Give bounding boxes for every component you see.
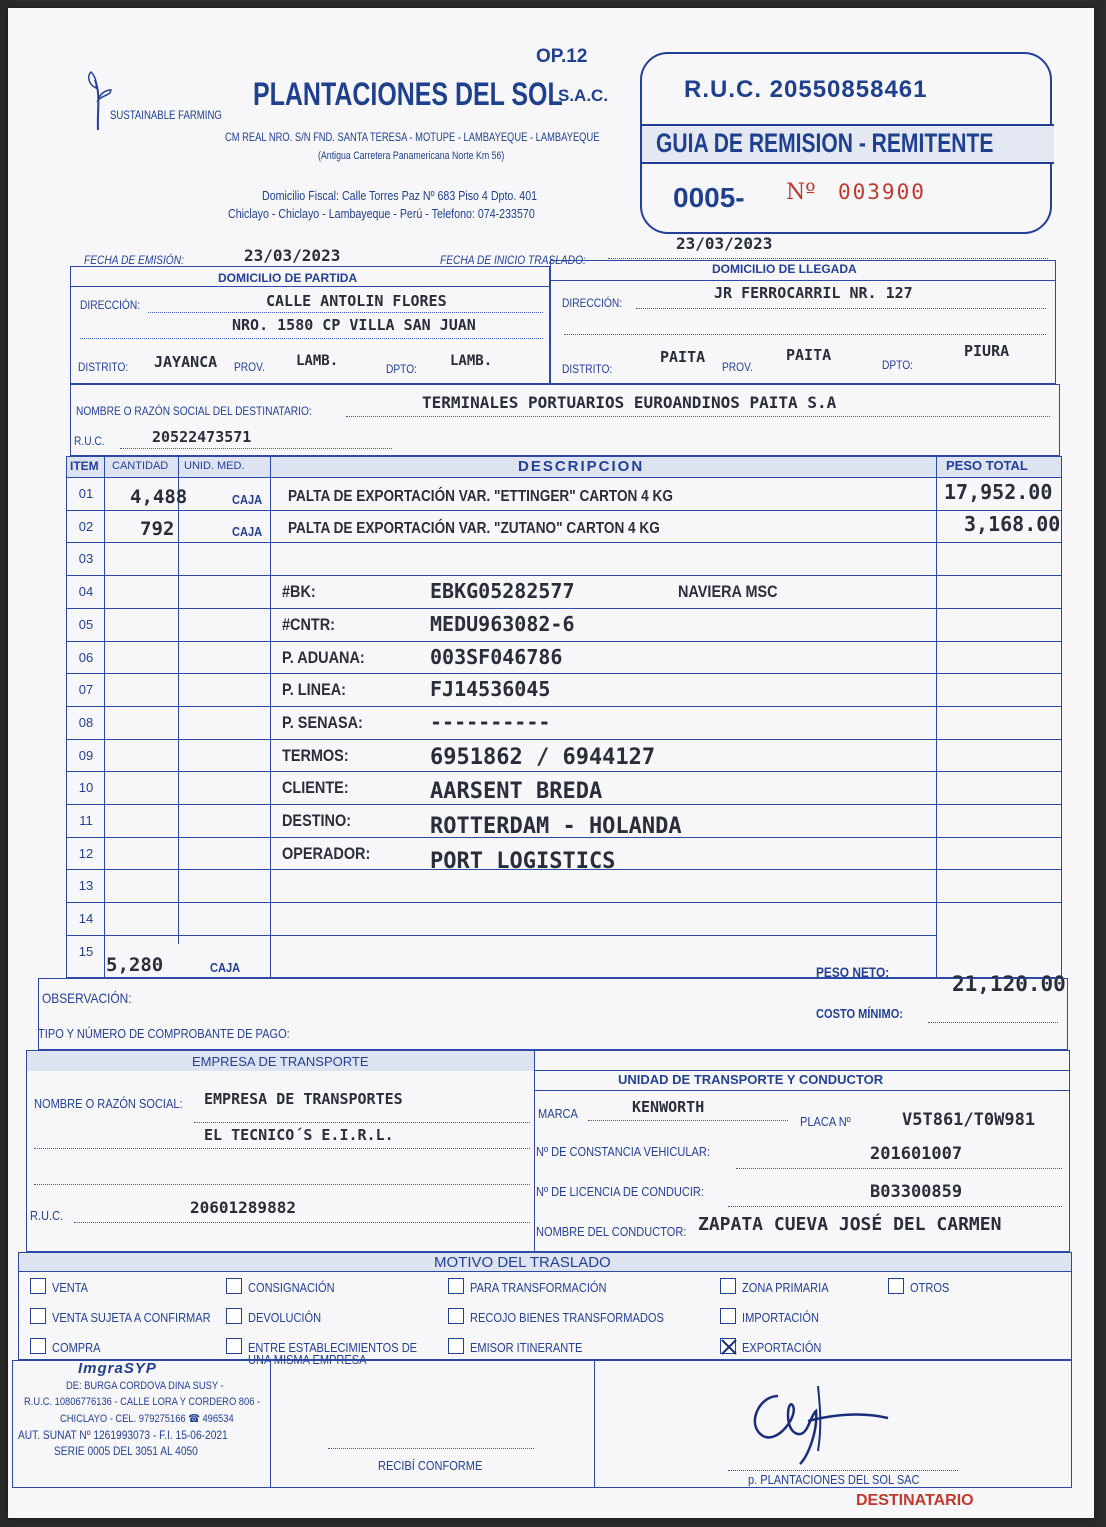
motivo-option-label: IMPORTACIÓN: [742, 1310, 819, 1325]
detail-value: ROTTERDAM - HOLANDA: [430, 814, 682, 839]
sprout-logo-icon: [83, 70, 113, 130]
company-title: PLANTACIONES DEL SOL: [253, 76, 563, 112]
total-cantidad: 5,280: [106, 954, 164, 976]
item-1-cantidad: 4,488: [130, 486, 188, 508]
printer-line-2: R.U.C. 10806776136 - CALLE LORA Y CORDERO 806 -: [24, 1396, 261, 1408]
llegada-direccion-label: DIRECCIÓN:: [562, 296, 623, 310]
motivo-option-label: ZONA PRIMARIA: [742, 1280, 829, 1295]
motivo-option-label: DEVOLUCIÓN: [248, 1310, 322, 1325]
table-row-number: 03: [78, 551, 94, 567]
total-unidad: CAJA: [210, 960, 241, 975]
table-row-number: 09: [78, 747, 94, 763]
motivo-option-label: EXPORTACIÓN: [742, 1340, 822, 1355]
motivo-checkbox[interactable]: [888, 1278, 904, 1294]
doc-type: GUIA DE REMISION - REMITENTE: [656, 128, 994, 158]
printer-line-3: CHICLAYO - CEL. 979275166 ☎ 496534: [60, 1413, 234, 1425]
item-2-unidad: CAJA: [232, 524, 263, 539]
table-row-number: 15: [78, 943, 94, 959]
tagline: SUSTAINABLE FARMING: [110, 108, 222, 122]
table-row-number: 06: [78, 649, 94, 665]
unidad-title: UNIDAD DE TRANSPORTE Y CONDUCTOR: [618, 1072, 884, 1087]
marca-label: MARCA: [538, 1106, 578, 1121]
detail-label: P. SENASA:: [282, 712, 363, 732]
printer-line-5: SERIE 0005 DEL 3051 AL 4050: [54, 1444, 198, 1458]
transporte-ruc-label: R.U.C.: [30, 1208, 64, 1223]
table-row-number: 13: [78, 878, 94, 894]
item-2-descripcion: PALTA DE EXPORTACIÓN VAR. "ZUTANO" CARTON 4 KG: [288, 520, 660, 537]
firma-label: p. PLANTACIONES DEL SOL SAC: [748, 1472, 920, 1487]
item-1-peso: 17,952.00: [944, 480, 1053, 504]
motivo-checkbox[interactable]: [720, 1308, 736, 1324]
col-unidad: UNID. MED.: [184, 460, 245, 472]
table-row-number: 07: [78, 682, 94, 698]
detail-value: 003SF046786: [430, 644, 563, 669]
partida-dpto-label: DPTO:: [386, 362, 417, 376]
partida-title: DOMICILIO DE PARTIDA: [218, 271, 358, 285]
motivo-option-label: EMISOR ITINERANTE: [470, 1340, 583, 1355]
doc-number: 003900: [838, 180, 926, 204]
remision-document: [8, 8, 1094, 1518]
partida-direccion-label: DIRECCIÓN:: [80, 298, 141, 312]
traslado-label: FECHA DE INICIO TRASLADO:: [440, 253, 586, 267]
emision-date: 23/03/2023: [244, 246, 341, 265]
number-label: Nº: [786, 180, 816, 205]
table-row-number: 14: [78, 911, 94, 927]
recibi-conforme: RECIBÍ CONFORME: [378, 1458, 483, 1473]
emision-label: FECHA DE EMISIÓN:: [84, 253, 184, 267]
address-line-1: CM REAL NRO. S/N FND. SANTA TERESA - MOTUPE - LAMBAYEQUE - LAMBAYEQUE: [225, 130, 600, 144]
fiscal-line-1: Domicilio Fiscal: Calle Torres Paz Nº 683 Piso 4 Dpto. 401: [262, 188, 538, 203]
partida-prov-label: PROV.: [234, 360, 265, 374]
detail-extra: NAVIERA MSC: [678, 582, 778, 602]
table-row-number: 04: [78, 584, 94, 600]
destinatario-nombre: TERMINALES PORTUARIOS EUROANDINOS PAITA S.A: [422, 393, 837, 412]
motivo-checkbox[interactable]: [30, 1278, 46, 1294]
item-1-descripcion: PALTA DE EXPORTACIÓN VAR. "ETTINGER" CARTON 4 KG: [288, 488, 673, 505]
copy-destination: DESTINATARIO: [856, 1492, 974, 1509]
table-row-divider: [66, 608, 1062, 609]
table-row-divider: [66, 739, 1062, 740]
signature-line: [728, 1470, 958, 1471]
llegada-distrito: PAITA: [660, 348, 706, 366]
table-row-number: 11: [79, 813, 93, 828]
detail-label: P. LINEA:: [282, 680, 346, 700]
detail-label: #CNTR:: [282, 614, 335, 634]
detail-label: CLIENTE:: [282, 778, 349, 798]
item-1-unidad: CAJA: [232, 492, 263, 507]
table-row-divider: [66, 673, 1062, 674]
motivo-checkbox[interactable]: [448, 1338, 464, 1354]
transporte-ruc: 20601289882: [190, 1198, 296, 1217]
partida-direccion-1: CALLE ANTOLIN FLORES: [266, 292, 447, 310]
printer-logo: ImgraSYP: [78, 1360, 157, 1377]
motivo-option-label: RECOJO BIENES TRANSFORMADOS: [470, 1310, 664, 1325]
llegada-title: DOMICILIO DE LLEGADA: [712, 262, 857, 276]
motivo-checkbox[interactable]: [226, 1278, 242, 1294]
table-row-divider: [66, 575, 1062, 576]
partida-direccion-2: NRO. 1580 CP VILLA SAN JUAN: [232, 316, 476, 334]
printer-line-1: DE: BURGA CORDOVA DINA SUSY -: [66, 1380, 224, 1392]
fiscal-line-2: Chiclayo - Chiclayo - Lambayeque - Perú - Telefono: 074-233570: [228, 206, 535, 221]
op-code: OP.12: [536, 46, 588, 67]
motivo-option-label: PARA TRANSFORMACIÓN: [470, 1280, 607, 1295]
table-row-divider: [66, 641, 1062, 642]
motivo-option-label: CONSIGNACIÓN: [248, 1280, 335, 1295]
col-peso: PESO TOTAL: [946, 458, 1028, 473]
observacion-label: OBSERVACIÓN:: [42, 990, 132, 1006]
costo-minimo-label: COSTO MÍNIMO:: [816, 1006, 903, 1021]
constancia-label: Nº DE CONSTANCIA VEHICULAR:: [536, 1144, 710, 1159]
placa: V5T861/T0W981: [902, 1110, 1036, 1130]
table-row-number: 08: [78, 714, 94, 730]
motivo-checkbox[interactable]: [448, 1308, 464, 1324]
series: 0005-: [673, 182, 745, 213]
partida-distrito: JAYANCA: [154, 353, 218, 371]
printer-line-4: AUT. SUNAT Nº 1261993073 - F.I. 15-06-2021: [18, 1428, 228, 1442]
table-row-divider: [66, 510, 1062, 511]
detail-value: AARSENT BREDA: [430, 779, 603, 805]
detail-label: P. ADUANA:: [282, 647, 365, 667]
transporte-title: EMPRESA DE TRANSPORTE: [192, 1054, 369, 1069]
col-descripcion: DESCRIPCION: [518, 458, 645, 475]
traslado-date: 23/03/2023: [676, 234, 773, 253]
comprobante-label: TIPO Y NÚMERO DE COMPROBANTE DE PAGO:: [38, 1026, 290, 1041]
table-row-number: 01: [78, 486, 94, 501]
llegada-distrito-label: DISTRITO:: [562, 362, 613, 376]
table-row-divider: [66, 935, 936, 936]
motivo-checkbox[interactable]: [720, 1278, 736, 1294]
motivo-checkbox[interactable]: [226, 1338, 242, 1354]
transporte-nombre-1: EMPRESA DE TRANSPORTES: [204, 1090, 403, 1108]
detail-value: PORT LOGISTICS: [430, 848, 616, 874]
destinatario-ruc: 20522473571: [152, 428, 252, 446]
conductor-label: NOMBRE DEL CONDUCTOR:: [536, 1224, 687, 1239]
table-row-divider: [66, 542, 1062, 543]
motivo-option-label: ENTRE ESTABLECIMIENTOS DE: [248, 1340, 418, 1355]
motivo-option-label-2: UNA MISMA EMPRESA: [248, 1352, 367, 1367]
motivo-option-label: COMPRA: [52, 1340, 101, 1355]
transporte-nombre-2: EL TECNICO´S E.I.R.L.: [204, 1126, 394, 1144]
llegada-dpto: PIURA: [964, 342, 1010, 360]
col-cantidad: CANTIDAD: [112, 460, 169, 472]
item-2-cantidad: 792: [140, 518, 175, 540]
motivo-checkbox[interactable]: [30, 1338, 46, 1354]
detail-label: OPERADOR:: [282, 843, 371, 863]
detail-value: FJ14536045: [430, 677, 551, 702]
table-row-number: 10: [78, 780, 94, 796]
peso-neto: 21,120.00: [952, 972, 1066, 996]
check-mark-icon: [721, 1339, 737, 1355]
table-row-divider: [66, 771, 1062, 772]
table-row-divider: [66, 706, 1062, 707]
ruc-label: R.U.C. 20550858461: [684, 76, 928, 103]
partida-distrito-label: DISTRITO:: [78, 360, 129, 374]
traslado-line: [608, 258, 1048, 259]
llegada-dpto-label: DPTO:: [882, 358, 913, 372]
motivo-checkbox[interactable]: [448, 1278, 464, 1294]
licencia: B03300859: [870, 1182, 963, 1202]
licencia-label: Nº DE LICENCIA DE CONDUCIR:: [536, 1184, 704, 1199]
detail-value: ----------: [430, 709, 551, 734]
motivo-option-label: OTROS: [910, 1280, 950, 1295]
llegada-prov-label: PROV.: [722, 360, 753, 374]
peso-neto-label: PESO NETO:: [816, 964, 890, 980]
placa-label: PLACA Nº: [800, 1114, 851, 1129]
detail-label: #BK:: [282, 582, 316, 602]
destinatario-ruc-label: R.U.C.: [74, 434, 105, 448]
table-row-number: 02: [78, 518, 94, 534]
address-line-2: (Antigua Carretera Panamericana Norte Km 56): [318, 150, 505, 162]
motivo-checkbox[interactable]: [226, 1308, 242, 1324]
detail-label: DESTINO:: [282, 811, 352, 830]
transporte-nombre-label: NOMBRE O RAZÓN SOCIAL:: [34, 1096, 183, 1111]
motivo-checkbox[interactable]: [720, 1338, 736, 1354]
destinatario-nombre-label: NOMBRE O RAZÓN SOCIAL DEL DESTINATARIO:: [76, 404, 312, 418]
motivo-option-label: VENTA SUJETA A CONFIRMAR: [52, 1310, 211, 1325]
conductor: ZAPATA CUEVA JOSÉ DEL CARMEN: [698, 1214, 1002, 1235]
partida-dpto: LAMB.: [450, 353, 493, 369]
marca: KENWORTH: [632, 1098, 705, 1116]
motivo-checkbox[interactable]: [30, 1308, 46, 1324]
motivo-option-label: VENTA: [52, 1280, 89, 1295]
detail-value: 6951862 / 6944127: [430, 744, 656, 770]
signature-icon: [738, 1376, 898, 1466]
motivo-title: MOTIVO DEL TRASLADO: [434, 1254, 611, 1271]
col-item: ITEM: [70, 459, 99, 473]
company-suffix: S.A.C.: [558, 86, 609, 105]
llegada-direccion: JR FERROCARRIL NR. 127: [714, 284, 913, 302]
constancia: 201601007: [870, 1144, 963, 1164]
partida-prov: LAMB.: [296, 353, 339, 369]
item-2-peso: 3,168.00: [964, 512, 1061, 536]
detail-label: TERMOS:: [282, 745, 349, 765]
llegada-prov: PAITA: [786, 346, 832, 364]
table-row-divider: [66, 902, 1062, 903]
table-row-number: 12: [78, 845, 94, 861]
detail-value: EBKG05282577: [430, 579, 575, 604]
llegada-box: [550, 260, 1056, 384]
detail-value: MEDU963082-6: [430, 611, 575, 636]
table-row-number: 05: [78, 616, 94, 632]
